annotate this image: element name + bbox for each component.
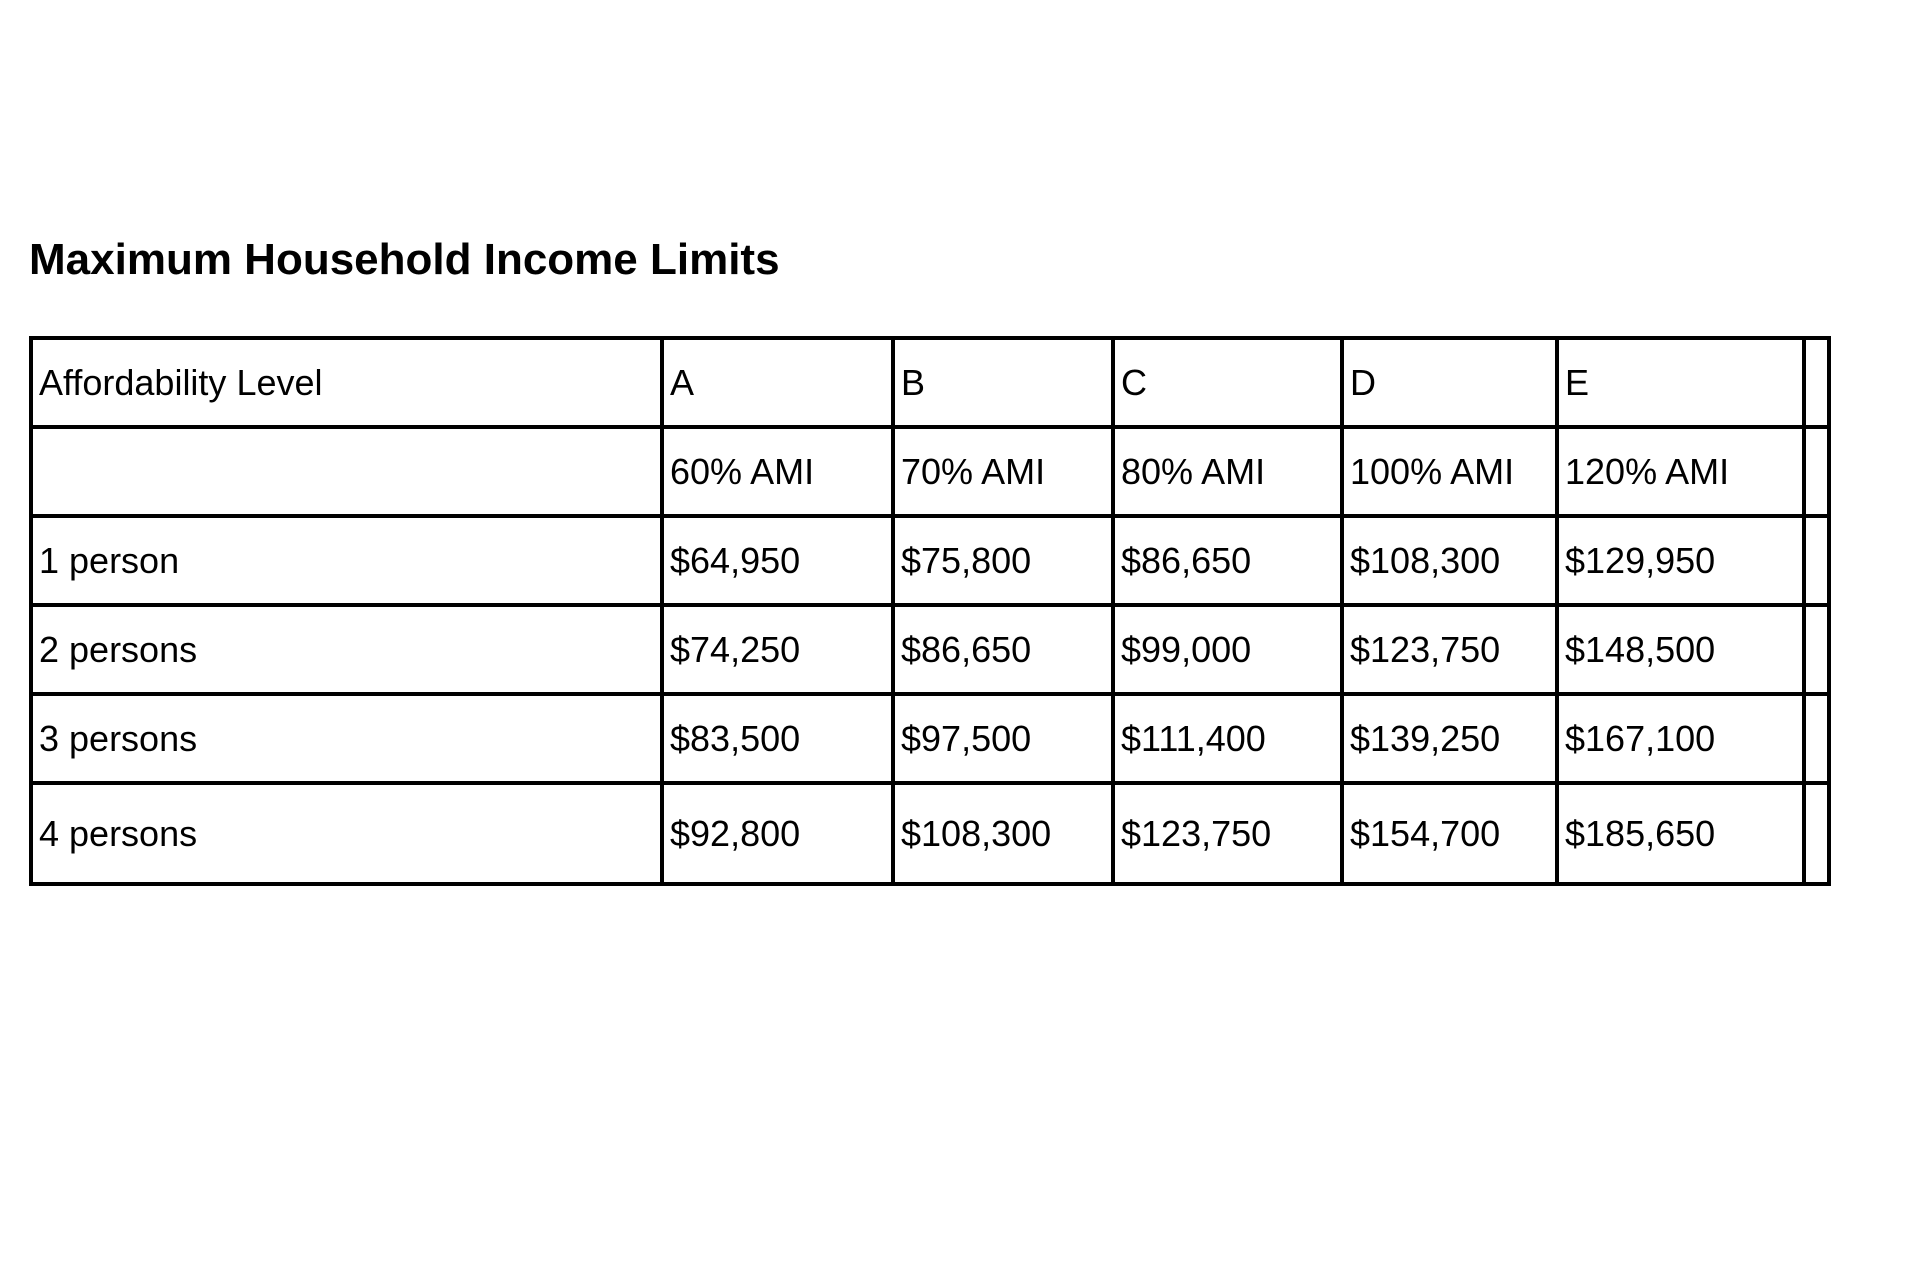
income-limit-cell: $92,800 <box>662 783 893 884</box>
household-size-cell: 3 persons <box>31 694 662 783</box>
header-row <box>31 338 1829 427</box>
income-limit-cell: $111,400 <box>1113 694 1342 783</box>
income-limits-table <box>29 336 1831 886</box>
income-limit-cell: $64,950 <box>662 516 893 605</box>
ami-b-cell: 70% AMI <box>893 427 1113 516</box>
table-row <box>31 516 1829 605</box>
household-size-cell: 2 persons <box>31 605 662 694</box>
table-row <box>31 605 1829 694</box>
income-limit-cell: $83,500 <box>662 694 893 783</box>
income-limit-cell: $123,750 <box>1113 783 1342 884</box>
level-a-header: A <box>662 338 893 427</box>
header-label-cell: Affordability Level <box>31 338 662 427</box>
ami-a-cell: 60% AMI <box>662 427 893 516</box>
ami-label-cell <box>31 427 662 516</box>
income-limit-cell: $148,500 <box>1557 605 1804 694</box>
spacer-cell <box>1804 338 1829 427</box>
level-b-header: B <box>893 338 1113 427</box>
level-d-header: D <box>1342 338 1557 427</box>
table-row <box>31 694 1829 783</box>
spacer-cell <box>1804 694 1829 783</box>
income-limit-cell: $185,650 <box>1557 783 1804 884</box>
ami-c-cell: 80% AMI <box>1113 427 1342 516</box>
income-limit-cell: $86,650 <box>1113 516 1342 605</box>
household-size-cell: 4 persons <box>31 783 662 884</box>
ami-row <box>31 427 1829 516</box>
income-limit-cell: $167,100 <box>1557 694 1804 783</box>
income-limit-cell: $74,250 <box>662 605 893 694</box>
spacer-cell <box>1804 783 1829 884</box>
income-limit-cell: $99,000 <box>1113 605 1342 694</box>
level-e-header: E <box>1557 338 1804 427</box>
page-title: Maximum Household Income Limits <box>29 235 780 284</box>
level-c-header: C <box>1113 338 1342 427</box>
income-limit-cell: $97,500 <box>893 694 1113 783</box>
ami-d-cell: 100% AMI <box>1342 427 1557 516</box>
spacer-cell <box>1804 516 1829 605</box>
income-limit-cell: $139,250 <box>1342 694 1557 783</box>
income-limit-cell: $86,650 <box>893 605 1113 694</box>
income-limit-cell: $108,300 <box>893 783 1113 884</box>
income-limit-cell: $129,950 <box>1557 516 1804 605</box>
income-limit-cell: $123,750 <box>1342 605 1557 694</box>
table-row <box>31 783 1829 884</box>
spacer-cell <box>1804 605 1829 694</box>
spacer-cell <box>1804 427 1829 516</box>
ami-e-cell: 120% AMI <box>1557 427 1804 516</box>
income-limit-cell: $75,800 <box>893 516 1113 605</box>
income-limit-cell: $154,700 <box>1342 783 1557 884</box>
household-size-cell: 1 person <box>31 516 662 605</box>
income-limit-cell: $108,300 <box>1342 516 1557 605</box>
